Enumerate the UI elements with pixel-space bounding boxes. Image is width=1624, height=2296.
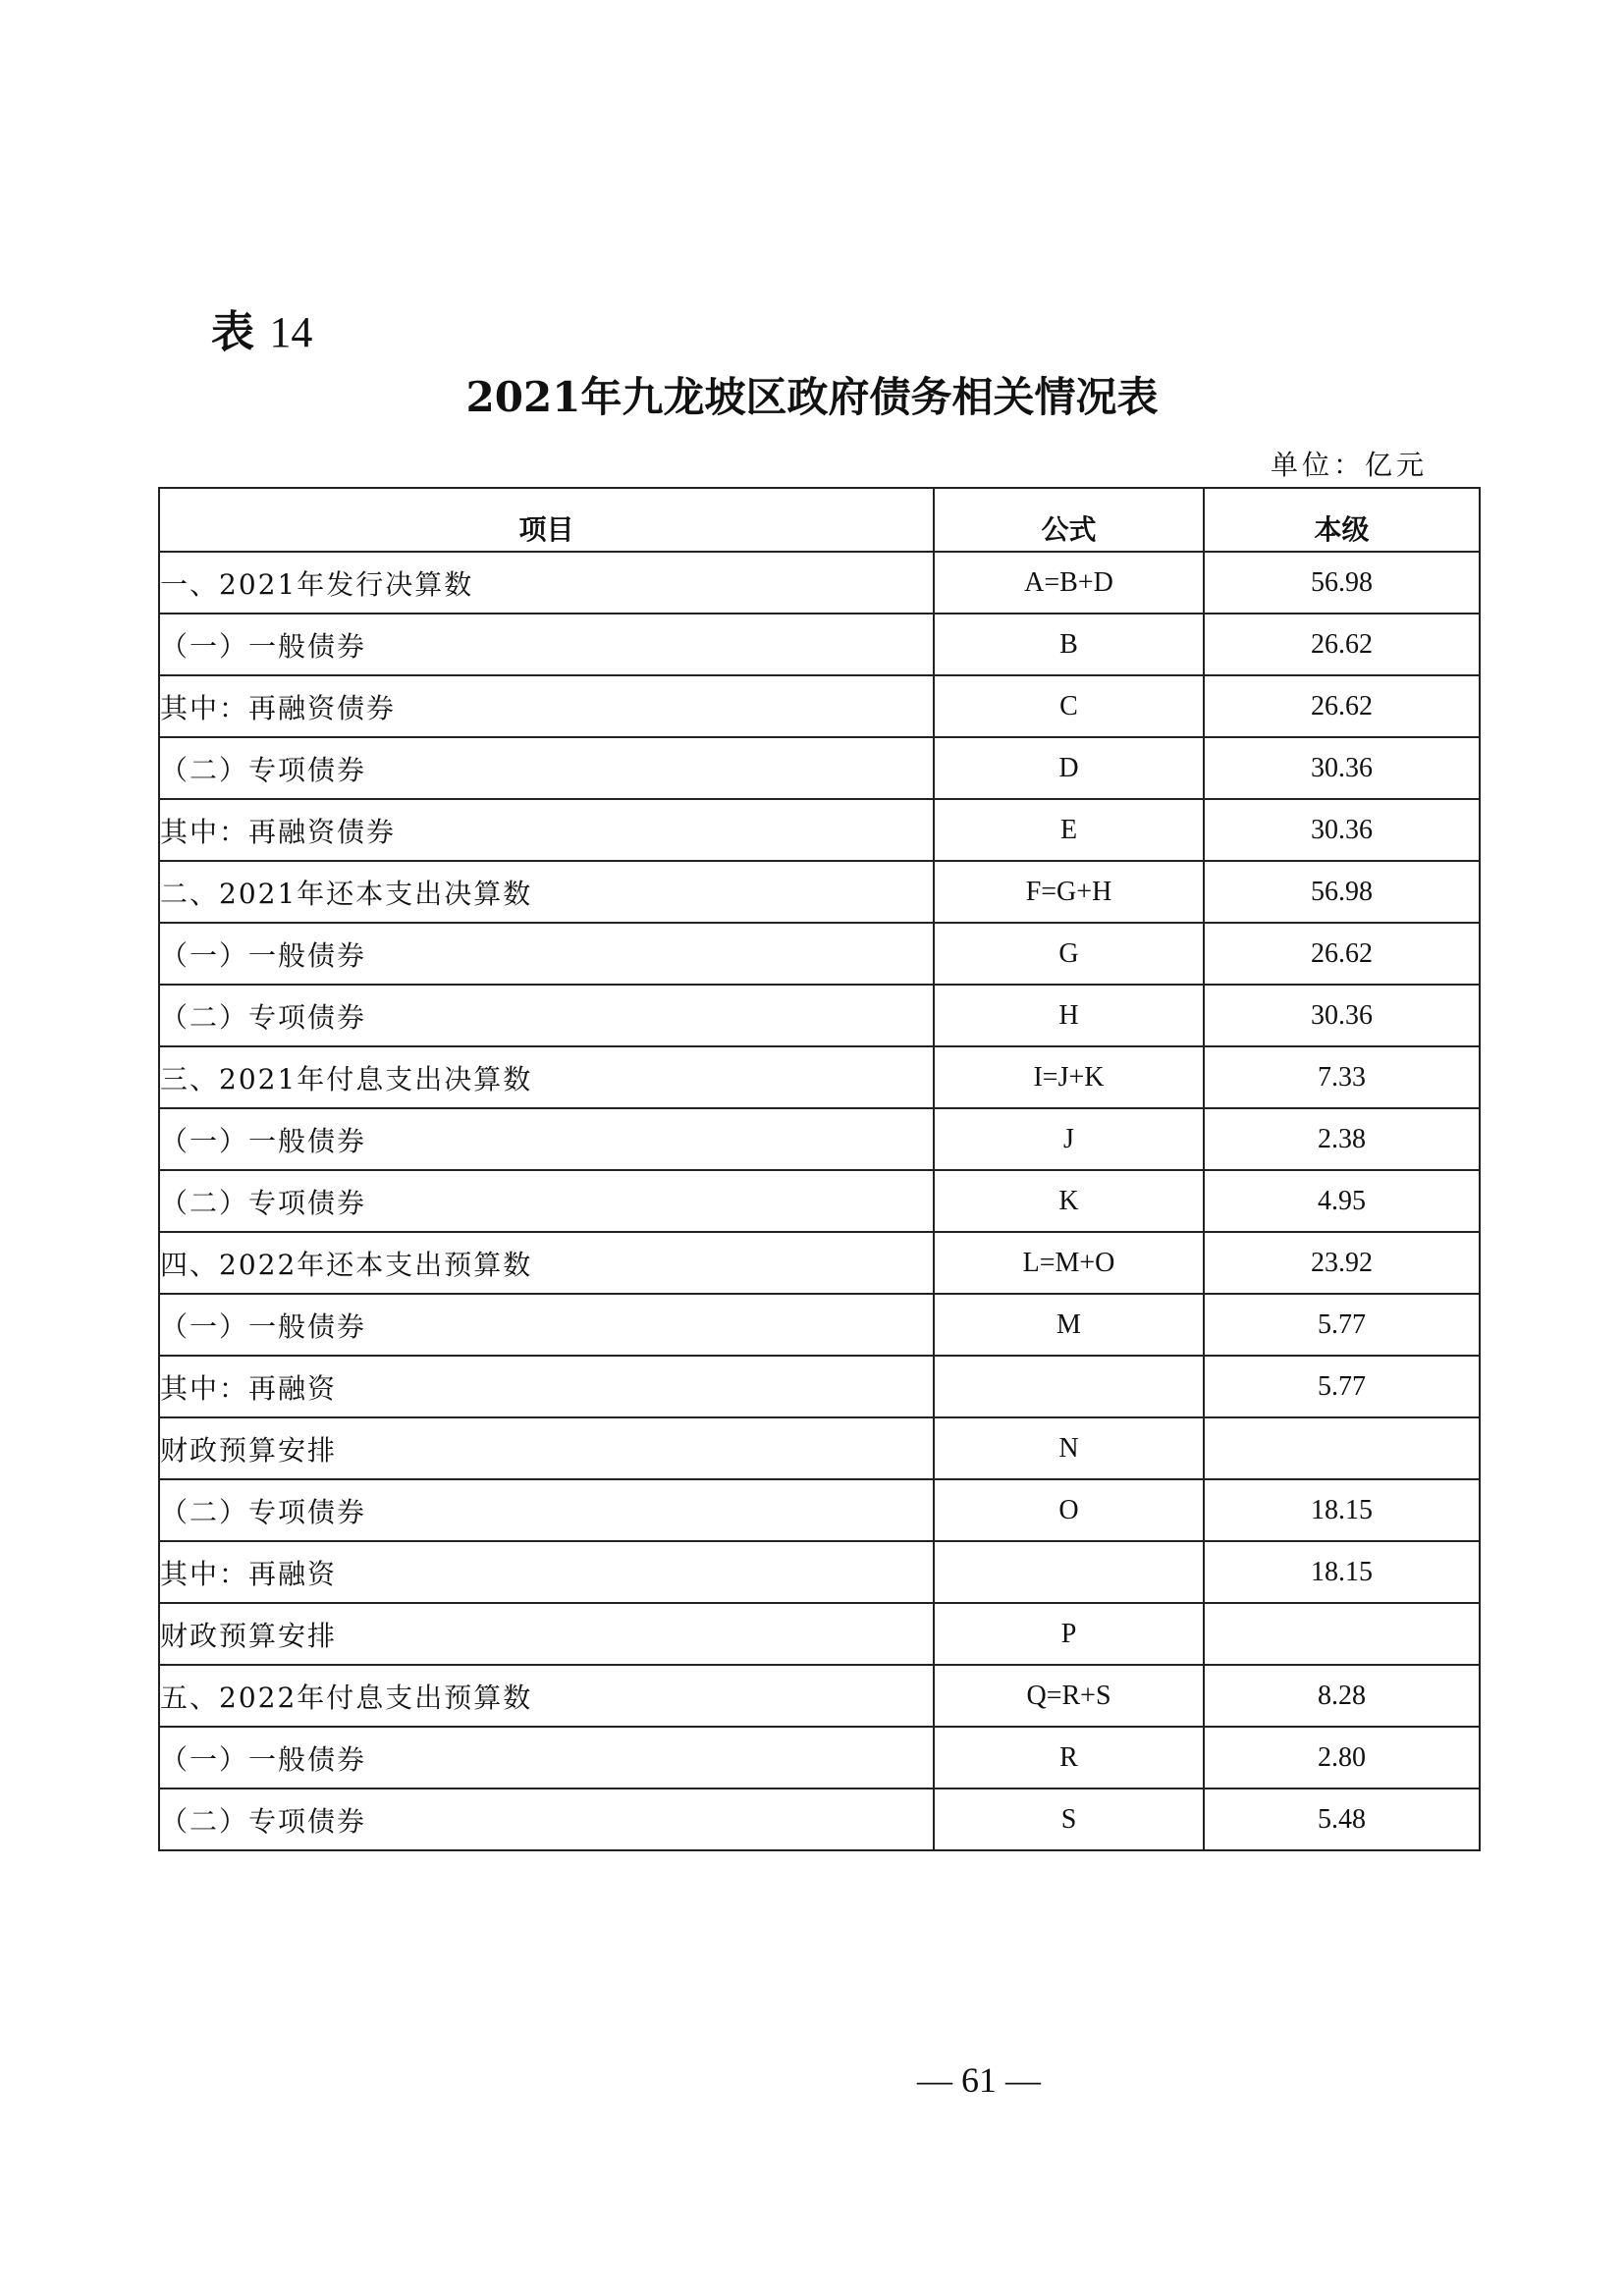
header-item: 项目 bbox=[159, 488, 934, 552]
row-item: （一）一般债券 bbox=[159, 1294, 934, 1356]
unit-label: 单位：亿元 bbox=[1270, 449, 1428, 481]
row-formula bbox=[934, 1356, 1204, 1417]
row-formula bbox=[934, 1541, 1204, 1603]
row-item: 四、2022年还本支出预算数 bbox=[159, 1232, 934, 1294]
page-title: 2021年九龙坡区政府债务相关情况表 bbox=[465, 373, 1159, 421]
row-item: 财政预算安排 bbox=[159, 1417, 934, 1479]
row-value: 18.15 bbox=[1204, 1541, 1480, 1603]
row-item: 其中：再融资 bbox=[159, 1356, 934, 1417]
row-value: 2.38 bbox=[1204, 1108, 1480, 1170]
table-row bbox=[159, 923, 1480, 985]
row-item: （二）专项债券 bbox=[159, 1479, 934, 1541]
row-formula: N bbox=[934, 1417, 1204, 1479]
row-value: 8.28 bbox=[1204, 1665, 1480, 1727]
row-item: 其中：再融资 bbox=[159, 1541, 934, 1603]
table-row bbox=[159, 1170, 1480, 1232]
table-row bbox=[159, 737, 1480, 799]
row-item: 二、2021年还本支出决算数 bbox=[159, 861, 934, 923]
row-value: 30.36 bbox=[1204, 737, 1480, 799]
row-value: 18.15 bbox=[1204, 1479, 1480, 1541]
row-item: （一）一般债券 bbox=[159, 1108, 934, 1170]
row-formula: M bbox=[934, 1294, 1204, 1356]
row-item: （一）一般债券 bbox=[159, 923, 934, 985]
row-value: 30.36 bbox=[1204, 799, 1480, 861]
table-row bbox=[159, 1665, 1480, 1727]
table-label-number: 14 bbox=[269, 308, 313, 356]
row-value: 23.92 bbox=[1204, 1232, 1480, 1294]
row-formula: G bbox=[934, 923, 1204, 985]
table-row bbox=[159, 1603, 1480, 1665]
page-number: — 61 — bbox=[917, 2060, 1041, 2100]
row-item: 三、2021年付息支出决算数 bbox=[159, 1046, 934, 1108]
row-item: 其中：再融资债券 bbox=[159, 675, 934, 737]
row-formula: E bbox=[934, 799, 1204, 861]
row-item: （二）专项债券 bbox=[159, 985, 934, 1046]
table-row bbox=[159, 861, 1480, 923]
table-row bbox=[159, 614, 1480, 675]
row-value: 5.77 bbox=[1204, 1294, 1480, 1356]
row-item: 五、2022年付息支出预算数 bbox=[159, 1665, 934, 1727]
row-item: （一）一般债券 bbox=[159, 1727, 934, 1789]
table-row bbox=[159, 1356, 1480, 1417]
row-formula: B bbox=[934, 614, 1204, 675]
row-value bbox=[1204, 1603, 1480, 1665]
table-row bbox=[159, 1727, 1480, 1789]
row-formula: R bbox=[934, 1727, 1204, 1789]
debt-table bbox=[158, 487, 1481, 1851]
row-item: （二）专项债券 bbox=[159, 1789, 934, 1850]
row-value: 30.36 bbox=[1204, 985, 1480, 1046]
row-item: （二）专项债券 bbox=[159, 1170, 934, 1232]
row-value: 2.80 bbox=[1204, 1727, 1480, 1789]
row-item: （一）一般债券 bbox=[159, 614, 934, 675]
table-header-row bbox=[159, 488, 1480, 552]
table-label bbox=[211, 296, 312, 359]
row-formula: P bbox=[934, 1603, 1204, 1665]
row-value: 5.77 bbox=[1204, 1356, 1480, 1417]
row-value: 26.62 bbox=[1204, 614, 1480, 675]
row-value: 26.62 bbox=[1204, 923, 1480, 985]
table-row bbox=[159, 1294, 1480, 1356]
row-formula: C bbox=[934, 675, 1204, 737]
row-value: 7.33 bbox=[1204, 1046, 1480, 1108]
table-row bbox=[159, 1232, 1480, 1294]
table-row bbox=[159, 1479, 1480, 1541]
row-formula: Q=R+S bbox=[934, 1665, 1204, 1727]
row-formula: I=J+K bbox=[934, 1046, 1204, 1108]
row-formula: D bbox=[934, 737, 1204, 799]
row-value: 26.62 bbox=[1204, 675, 1480, 737]
row-item: 一、2021年发行决算数 bbox=[159, 552, 934, 614]
row-item: 其中：再融资债券 bbox=[159, 799, 934, 861]
table-row bbox=[159, 675, 1480, 737]
table-row bbox=[159, 799, 1480, 861]
row-value: 56.98 bbox=[1204, 552, 1480, 614]
row-value bbox=[1204, 1417, 1480, 1479]
table-row bbox=[159, 1417, 1480, 1479]
header-value: 本级 bbox=[1204, 488, 1480, 552]
table-row bbox=[159, 1108, 1480, 1170]
table-row bbox=[159, 1046, 1480, 1108]
table-row bbox=[159, 985, 1480, 1046]
row-formula: H bbox=[934, 985, 1204, 1046]
row-value: 4.95 bbox=[1204, 1170, 1480, 1232]
row-formula: O bbox=[934, 1479, 1204, 1541]
table-row bbox=[159, 552, 1480, 614]
row-item: 财政预算安排 bbox=[159, 1603, 934, 1665]
row-value: 5.48 bbox=[1204, 1789, 1480, 1850]
row-formula: F=G+H bbox=[934, 861, 1204, 923]
table-row bbox=[159, 1541, 1480, 1603]
row-formula: K bbox=[934, 1170, 1204, 1232]
header-formula: 公式 bbox=[934, 488, 1204, 552]
row-item: （二）专项债券 bbox=[159, 737, 934, 799]
row-formula: A=B+D bbox=[934, 552, 1204, 614]
table-label-prefix: 表 bbox=[211, 307, 254, 357]
table-row bbox=[159, 1789, 1480, 1850]
row-formula: J bbox=[934, 1108, 1204, 1170]
row-formula: L=M+O bbox=[934, 1232, 1204, 1294]
row-formula: S bbox=[934, 1789, 1204, 1850]
table-body bbox=[159, 552, 1480, 1850]
row-value: 56.98 bbox=[1204, 861, 1480, 923]
